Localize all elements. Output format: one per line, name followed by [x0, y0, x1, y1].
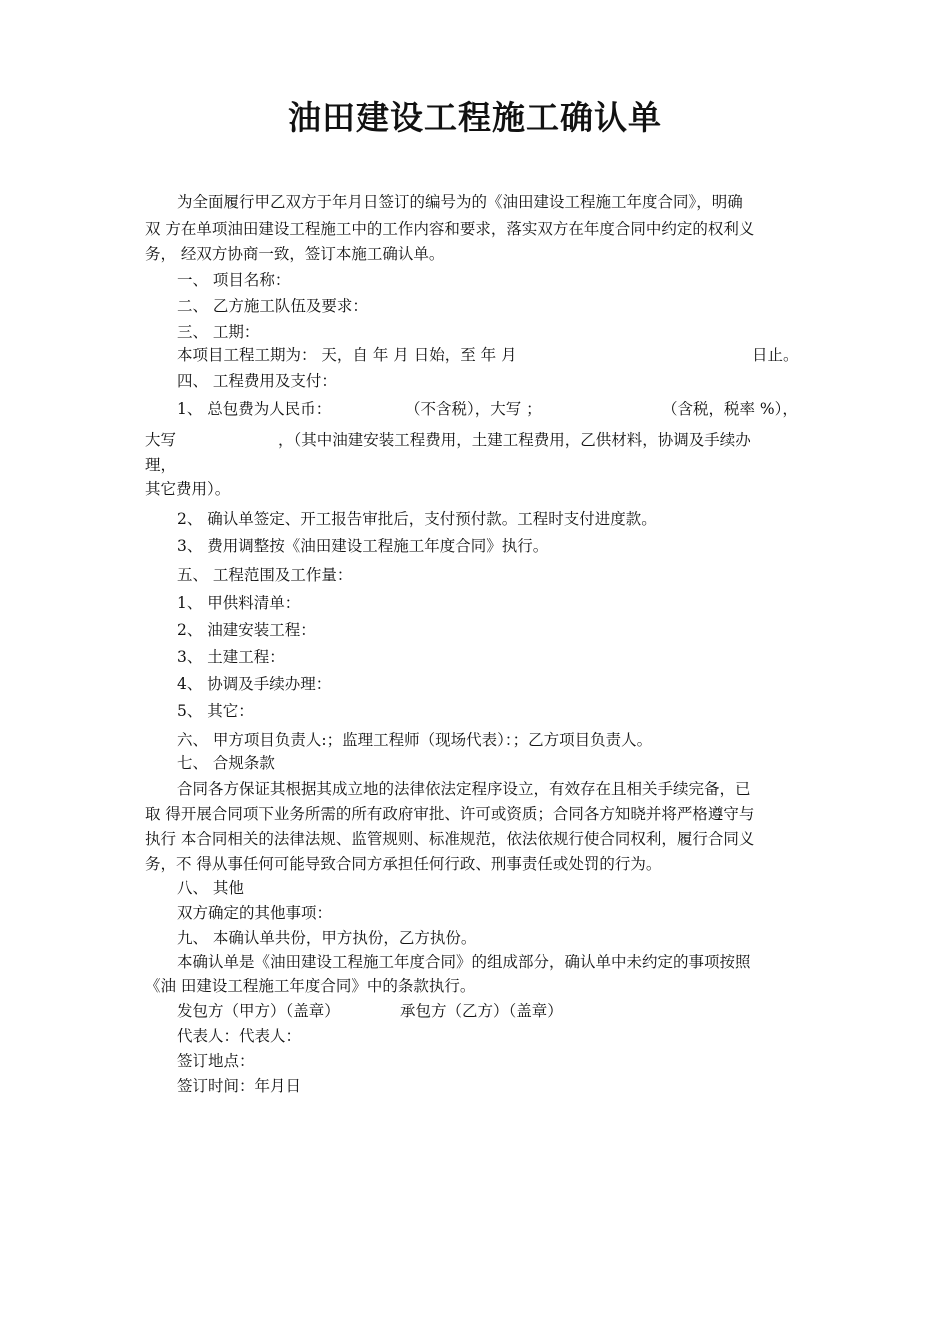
section-5-scope: 五、 工程范围及工作量：	[177, 566, 353, 584]
signing-place: 签订地点：	[177, 1052, 255, 1070]
fee-1-label: 1、 总包费为人民币：	[177, 400, 332, 418]
fee-1-capital-label: 大写	[145, 431, 177, 449]
fee-2: 2、 确认单签定、开工报告审批后，支付预付款。工程时支付进度款。	[177, 510, 657, 528]
section-2-team: 二、 乙方施工队伍及要求：	[177, 297, 368, 315]
compliance-line-2: 取 得开展合同项下业务所需的所有政府审批、许可或资质；合同各方知晓并将严格遵守与	[145, 805, 755, 823]
section-9-copies: 九、 本确认单共份，甲方执份，乙方执份。	[177, 929, 477, 947]
compliance-line-3: 执行 本合同相关的法律法规、监管规则、标准规范，依法依规行使合同权利，履行合同义	[145, 830, 755, 848]
section-4-fees: 四、 工程费用及支付：	[177, 372, 337, 390]
section-6-responsibles: 六、 甲方项目负责人:；监理工程师（现场代表）：；乙方项目负责人。	[177, 731, 653, 749]
other-items: 双方确定的其他事项：	[177, 904, 333, 922]
fee-1-incl-tax: （含税，税率 %），	[662, 400, 798, 418]
intro-line-2: 双 方在单项油田建设工程施工中的工作内容和要求，落实双方在年度合同中约定的权利义	[145, 220, 755, 238]
document-title: 油田建设工程施工确认单	[288, 98, 662, 137]
party-a-seal: 发包方（甲方）（盖章）	[177, 1002, 340, 1020]
fee-3: 3、 费用调整按《油田建设工程施工年度合同》执行。	[177, 537, 549, 555]
final-line-2: 《油 田建设工程施工年度合同》中的条款执行。	[145, 977, 476, 995]
scope-item-2: 2、 油建安装工程：	[177, 621, 316, 639]
period-text: 本项目工程工期为： 天，自 年 月 日始，至 年 月	[177, 346, 517, 364]
fee-1-breakdown: ，（其中油建安装工程费用，土建工程费用，乙供材料，协调及手续办	[278, 431, 751, 449]
fee-1-breakdown-end: 其它费用）。	[145, 480, 231, 498]
scope-item-3: 3、 土建工程：	[177, 648, 285, 666]
intro-line-3: 务， 经双方协商一致，签订本施工确认单。	[145, 245, 445, 263]
section-1-project-name: 一、 项目名称：	[177, 271, 291, 289]
compliance-line-1: 合同各方保证其根据其成立地的法律依法定程序设立，有效存在且相关手续完备，已	[177, 780, 751, 798]
fee-1-breakdown-cont: 理，	[145, 456, 177, 474]
intro-line-1: 为全面履行甲乙双方于年月日签订的编号为的《油田建设工程施工年度合同》，明确	[177, 193, 743, 211]
final-line-1: 本确认单是《油田建设工程施工年度合同》的组成部分，确认单中未约定的事项按照	[177, 953, 751, 971]
signing-date: 签订时间：年月日	[177, 1077, 302, 1095]
section-7-compliance: 七、 合规条款	[177, 754, 275, 772]
section-8-other: 八、 其他	[177, 879, 244, 897]
representatives: 代表人：代表人：	[177, 1027, 302, 1045]
compliance-line-4: 务，不 得从事任何可能导致合同方承担任何行政、刑事责任或处罚的行为。	[145, 855, 662, 873]
scope-item-5: 5、 其它：	[177, 702, 254, 720]
scope-item-1: 1、 甲供料清单：	[177, 594, 301, 612]
section-3-period: 三、 工期：	[177, 323, 260, 341]
party-b-seal: 承包方（乙方）（盖章）	[400, 1002, 563, 1020]
period-end: 日止。	[752, 346, 799, 364]
fee-1-excl-tax: （不含税），大写 ；	[405, 400, 542, 418]
scope-item-4: 4、 协调及手续办理：	[177, 675, 332, 693]
